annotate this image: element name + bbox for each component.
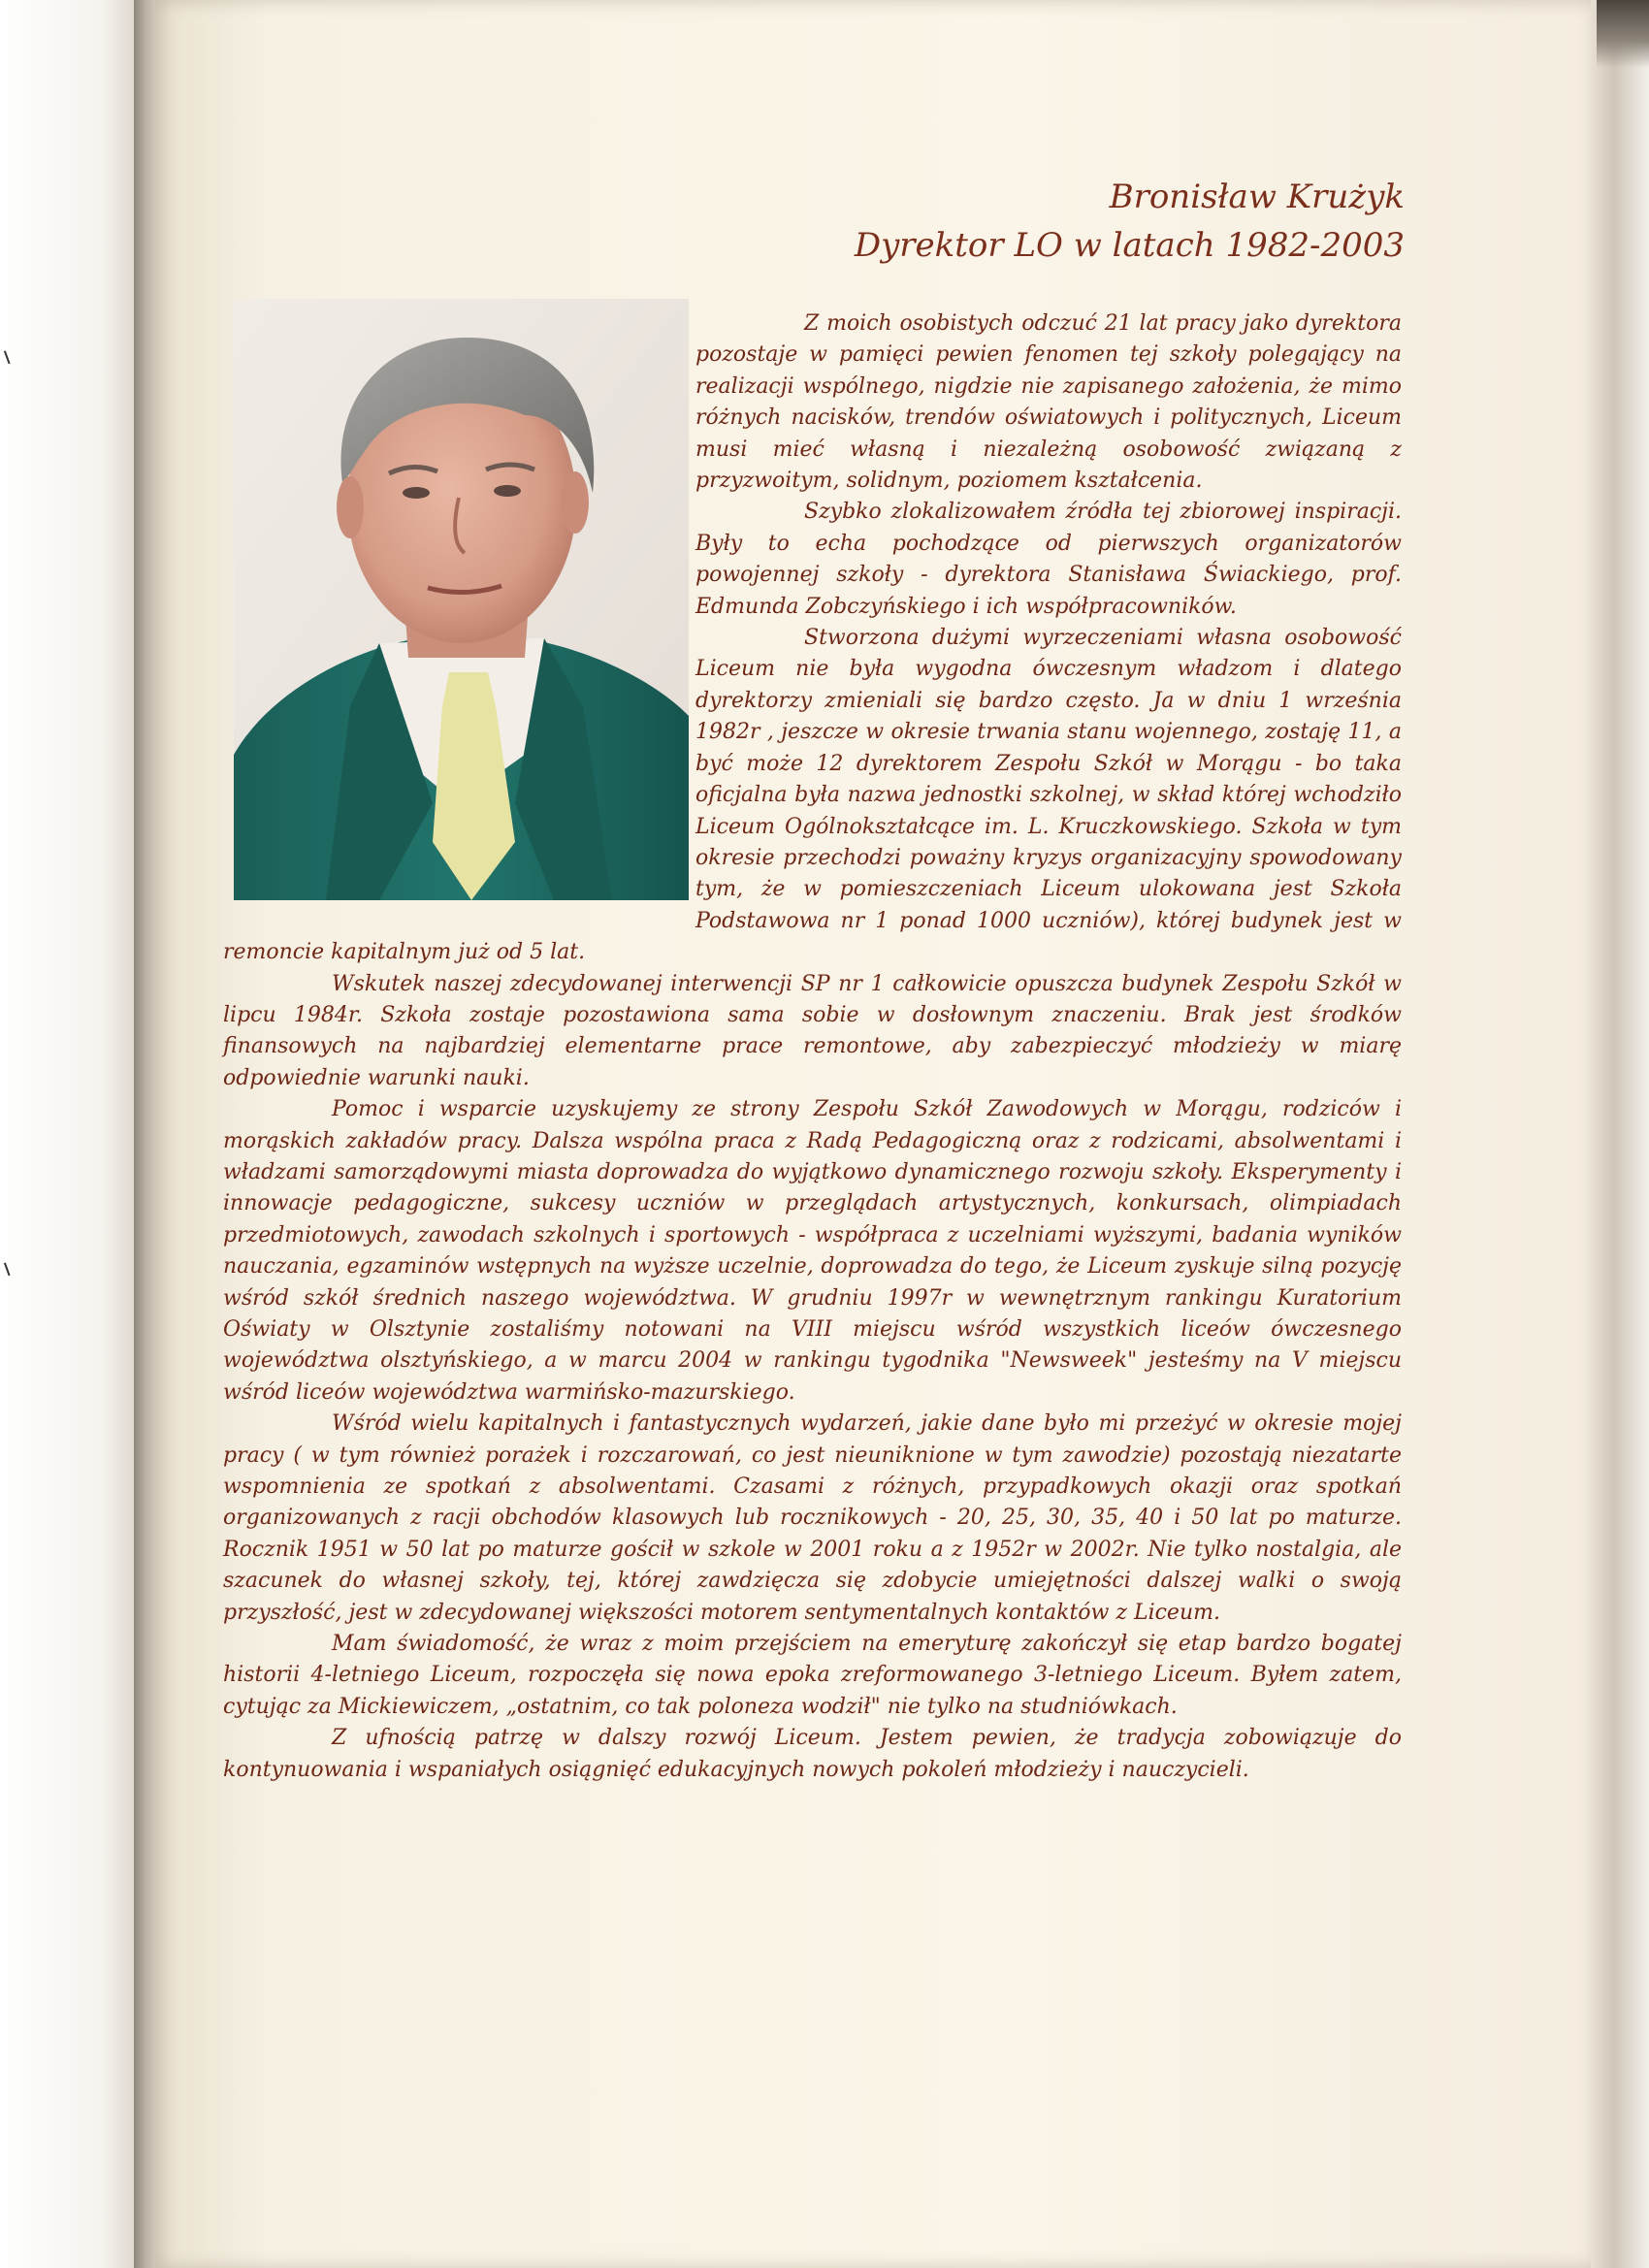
article-paragraph: Wskutek naszej zdecydowanej interwencji SP nr 1 całkowicie opuszcza budynek Zespołu Szkół w lipcu 1984r. Szkoła zostaje pozostawiona sama sobie w dosłownym znaczeniu. Brak jest środków finansowych na najbardziej elementarne prace remontowe, aby zabezpieczyć młodzieży w miarę odpowiednie warunki nauki. [223, 971, 1402, 1090]
article-body [223, 308, 1402, 1786]
article-paragraph: Pomoc i wsparcie uzyskujemy ze strony Zespołu Szkół Zawodowych w Morągu, rodziców i morąskich zakładów pracy. Dalsza wspólna praca z Radą Pedagogiczną oraz z rodzicami, absolwentami i władzami samorządowymi miasta doprowadza do wyjątkowo dynamicznego rozwoju szkoły. Eksperymenty i innowacje pedagogiczne, sukcesy uczniów w przeglądach artystycznych, konkursach, olimpiadach przedmiotowych, zawodach szkolnych i sportowych - współpraca z uczelniami wyższymi, badania wyników nauczania, egzaminów wstępnych na wyższe uczelnie, doprowadza do tego, że Liceum zyskuje silną pozycję wśród szkół średnich naszego województwa. W grudniu 1997r w wewnętrznym rankingu Kuratorium Oświaty w Olsztynie zostaliśmy notowani na VIII miejscu wśród wszystkich liceów ówczesnego województwa olsztyńskiego, a w marcu 2004 w rankingu tygodnika "Newsweek" jesteśmy na V miejscu wśród liceów województwa warmińsko-mazurskiego. [223, 1097, 1402, 1405]
article-paragraph: Z moich osobistych odczuć 21 lat pracy jako dyrektora pozostaje w pamięci pewien fenomen tej szkoły polegający na realizacji wspólnego, nigdzie nie zapisanego założenia, że mimo różnych nacisków, trendów oświatowych i politycznych, Liceum musi mieć własną i niezależną osobowość związaną z przyzwoitym, solidnym, poziomem kształcenia. [695, 311, 1402, 494]
article-paragraph: Wśród wielu kapitalnych i fantastycznych wydarzeń, jakie dane było mi przeżyć w okresie mojej pracy ( w tym również porażek i rozczarowań, co jest nieuniknione w tym zawodzie) pozostają niezatarte wspomnienia ze spotkań z absolwentami. Czasami z różnych, przypadkowych okazji oraz spotkań organizowanych z racji obchodów klasowych lub rocznikowych - 20, 25, 30, 35, 40 i 50 lat po maturze. Rocznik 1951 w 50 lat po maturze gościł w szkole w 2001 roku a z 1952r w 2002r. Nie tylko nostalgia, ale szacunek do własnej szkoły, tej, której zawdzięcza się zdobycie umiejętności dalszej walki o swoją przyszłość, jest w zdecydowanej większości motorem sentymentalnych kontaktów z Liceum. [223, 1411, 1402, 1625]
photo-float-space [223, 308, 695, 934]
spine-mark [4, 348, 17, 365]
article-paragraph: Z ufnością patrzę w dalszy rozwój Liceum. Jestem pewien, że tradycja zobowiązuje do kontynuowania i wspaniałych osiągnięć edukacyjnych nowych pokoleń młodzieży i nauczycieli. [223, 1726, 1402, 1782]
article-paragraph: Mam świadomość, że wraz z moim przejściem na emeryturę zakończył się etap bardzo bogatej historii 4-letniego Liceum, rozpoczęła się nowa epoka zreformowanego 3-letniego Liceum. Byłem zatem, cytując za Mickiewiczem, „ostatnim, co tak poloneza wodził" nie tylko na studniówkach. [223, 1632, 1402, 1719]
book-edge [0, 0, 146, 2268]
author-name: Bronisław Krużyk [1109, 178, 1405, 216]
spine-mark [4, 1260, 17, 1277]
author-role: Dyrektor LO w latach 1982-2003 [854, 226, 1405, 265]
article-paragraph: Stworzona dużymi wyrzeczeniami własna osobowość Liceum nie była wygodna ówczesnym władzom i dlatego dyrektorzy zmieniali się bardzo często. Ja w dniu 1 września 1982r , jeszcze w okresie trwania stanu wojennego, zostaję 11, a być może 12 dyrektorem Zespołu Szkół w Morągu - bo taka oficjalna była nazwa jednostki szkolnej, w skład której wchodziło Liceum Ogólnokształcące im. L. Kruczkowskiego. Szkoła w tym okresie przechodzi poważny kryzys organizacyjny spowodowany tym, że w pomieszczeniach Liceum ulokowana jest Szkoła Podstawowa nr 1 ponad 1000 uczniów), której budynek jest w remoncie kapitalnym już od 5 lat. [223, 626, 1402, 965]
corner-shadow [1597, 0, 1649, 68]
page-title [855, 173, 1405, 270]
article-paragraph: Szybko zlokalizowałem źródła tej zbiorowej inspiracji. Były to echa pochodzące od pierwszych organizatorów powojennej szkoły - dyrektora Stanisława Świackiego, prof. Edmunda Zobczyńskiego i ich współpracowników. [695, 500, 1402, 619]
page-edge [1591, 0, 1649, 2268]
